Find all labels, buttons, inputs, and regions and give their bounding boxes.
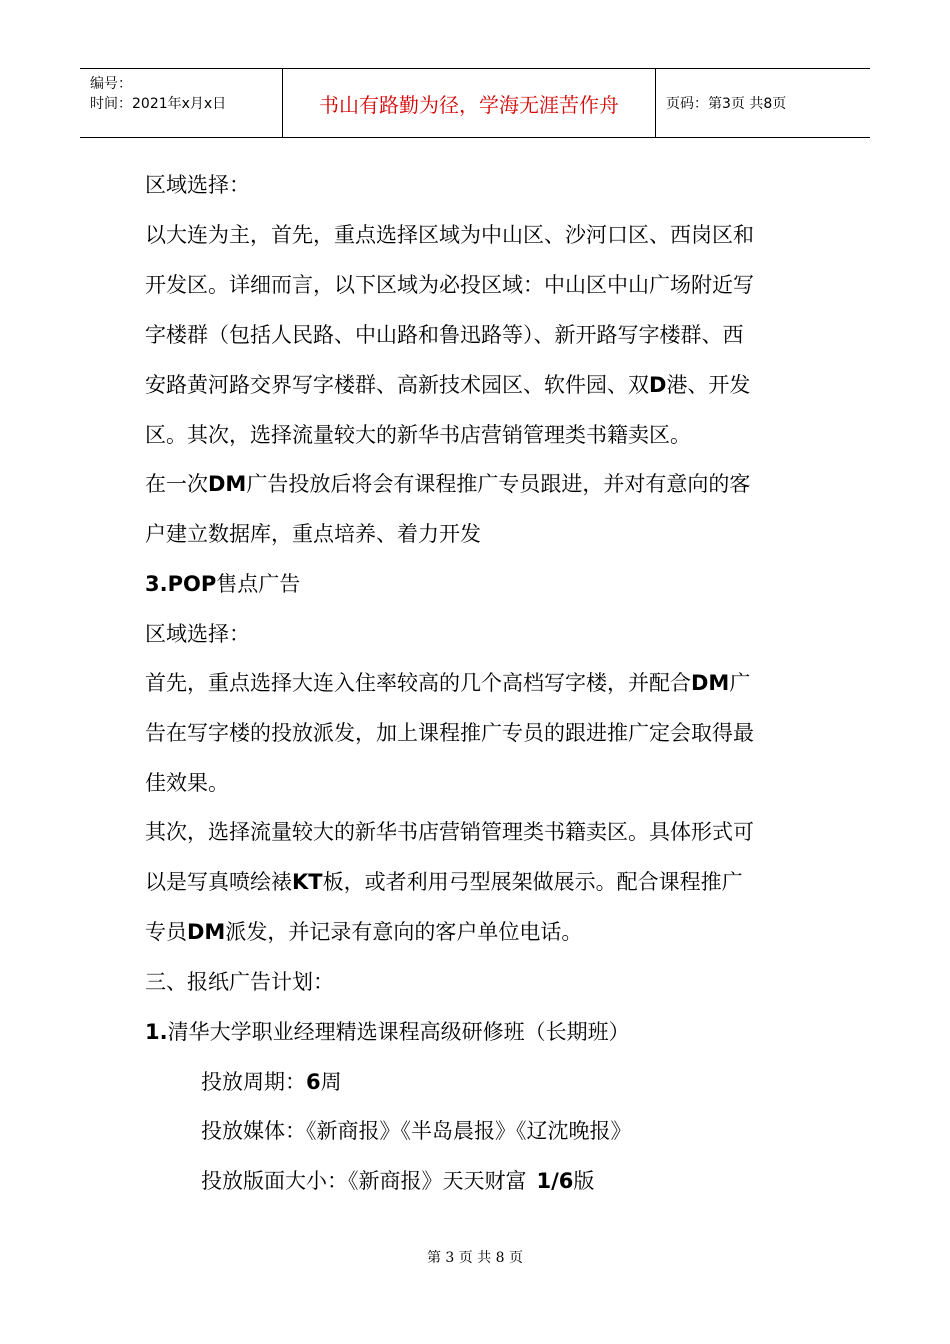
- bold-run: DM: [691, 671, 730, 695]
- text-run: 投放周期：: [201, 1070, 306, 1094]
- body-line: 户建立数据库，重点培养、着力开发: [145, 522, 481, 546]
- body-line: 区域选择：: [145, 173, 250, 197]
- text-run: 以是写真喷绘裱: [145, 870, 292, 894]
- bold-run: KT: [292, 870, 323, 894]
- document-header: [80, 68, 870, 138]
- header-motto-cell: [283, 69, 656, 137]
- body-line: [145, 918, 582, 946]
- body-line: [145, 868, 743, 896]
- page-footer: 第 3 页 共 8 页: [426, 1250, 524, 1266]
- header-meta-cell: [80, 69, 283, 137]
- body-line: [201, 1167, 594, 1195]
- bold-run: DM: [208, 472, 247, 496]
- text-run: 售点广告: [216, 572, 301, 596]
- text-run: 港、开发: [666, 373, 751, 397]
- course-title: [145, 1018, 630, 1046]
- body-line: [145, 371, 750, 399]
- text-run: 广: [729, 671, 751, 695]
- body-line: 以大连为主，首先，重点选择区域为中山区、沙河口区、西岗区和: [145, 223, 754, 247]
- time-label: 时间：2021年x月x日: [90, 96, 227, 112]
- section-heading: [145, 570, 300, 598]
- bold-run: 3.POP: [145, 572, 217, 596]
- text-run: 清华大学职业经理精选课程高级研修班（长期班）: [167, 1020, 630, 1044]
- bold-run: 1.: [145, 1020, 168, 1044]
- body-line: [145, 669, 750, 697]
- text-run: 版: [573, 1169, 595, 1193]
- bold-run: D: [649, 373, 667, 397]
- body-line: 字楼群（包括人民路、中山路和鲁迅路等）、新开路写字楼群、西: [145, 323, 744, 347]
- text-run: 广告投放后将会有课程推广专员跟进，并对有意向的客: [246, 472, 751, 496]
- body-line: [201, 1068, 342, 1096]
- body-line: 投放媒体：《新商报》《半岛晨报》《辽沈晚报》: [201, 1119, 632, 1143]
- text-run: 板，或者利用弓型展架做展示。配合课程推广: [322, 870, 743, 894]
- bold-run: DM: [187, 920, 226, 944]
- body-line: 告在写字楼的投放派发，加上课程推广专员的跟进推广定会取得最: [145, 721, 754, 745]
- text-run: 周: [320, 1070, 342, 1094]
- header-page-cell: [656, 69, 870, 137]
- number-label: 编号：: [90, 76, 132, 92]
- bold-run: 1/6: [536, 1169, 574, 1193]
- section-heading: 三、报纸广告计划：: [145, 970, 334, 994]
- text-run: 安路黄河路交界写字楼群、高新技术园区、软件园、双: [145, 373, 649, 397]
- body-line: 区。其次，选择流量较大的新华书店营销管理类书籍卖区。: [145, 423, 691, 447]
- body-line: 佳效果。: [145, 771, 229, 795]
- text-run: 投放版面大小：《新商报》天天财富: [201, 1169, 527, 1193]
- text-run: 专员: [145, 920, 187, 944]
- header-page-info: 页码：第3页 共8页: [666, 96, 787, 112]
- bold-run: 6: [306, 1070, 321, 1094]
- body-line: 区域选择：: [145, 622, 250, 646]
- text-run: 首先，重点选择大连入住率较高的几个高档写字楼，并配合: [145, 671, 691, 695]
- text-run: 在一次: [145, 472, 208, 496]
- body-line: 开发区。详细而言，以下区域为必投区域：中山区中山广场附近写: [145, 273, 754, 297]
- body-line: [145, 470, 750, 498]
- motto-text: 书山有路勤为径，学海无涯苦作舟: [319, 92, 619, 117]
- body-line: 其次，选择流量较大的新华书店营销管理类书籍卖区。具体形式可: [145, 820, 754, 844]
- text-run: 派发，并记录有意向的客户单位电话。: [225, 920, 583, 944]
